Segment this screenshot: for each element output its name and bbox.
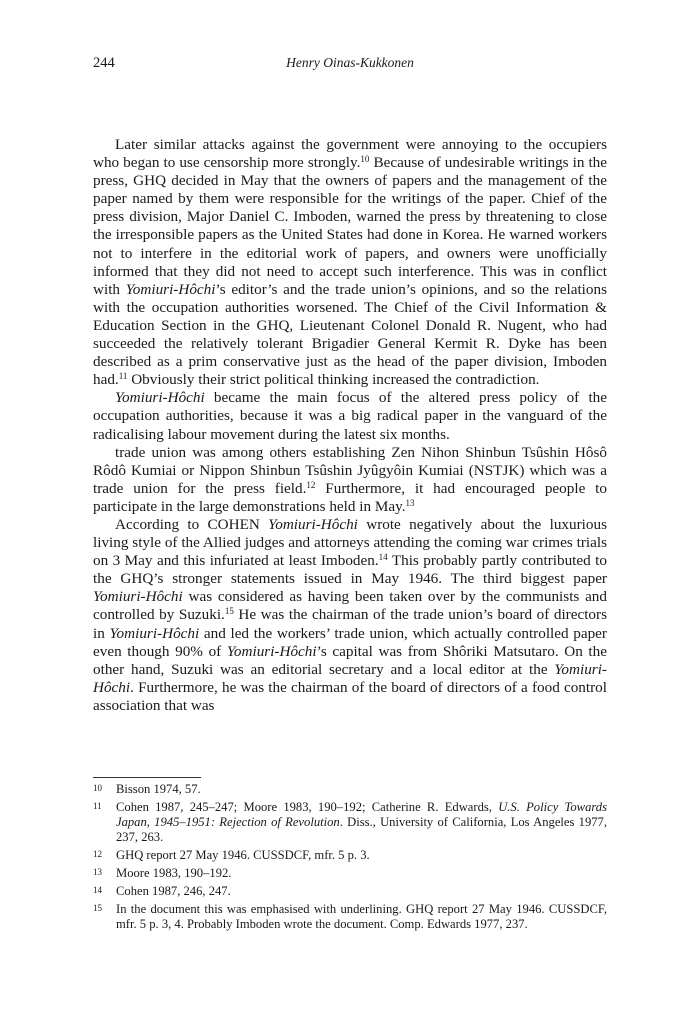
footnote-ref-14[interactable]: 14 — [378, 552, 388, 563]
footnote-text: Bisson 1974, 57. — [116, 782, 201, 796]
footnote-number: 10 — [93, 783, 102, 793]
footnote-ref-12[interactable]: 12 — [306, 479, 316, 490]
footnote-text: GHQ report 27 May 1946. CUSSDCF, mfr. 5 p. 3. — [116, 848, 370, 863]
footnote-ref-10[interactable]: 10 — [360, 154, 370, 165]
paragraph-2: Yomiuri-Hôchi became the main focus of the altered press policy of the occupation authorities, because it was a big radical paper in the vanguard of the radicalising labour movement during the latest six months. — [93, 389, 607, 443]
footnote-text: Moore 1983, 190–192. — [116, 866, 232, 881]
footnote-15 — [93, 902, 607, 933]
footnote-ref-11[interactable]: 11 — [118, 371, 128, 382]
running-head: Henry Oinas-Kukkonen — [286, 55, 414, 70]
paragraph-4: According to COHEN Yomiuri-Hôchi wrote negatively about the luxurious living style of the Allied judges and attorneys attending the coming war crimes trials on 3 May and this infuriated at least Imboden.$^{14}$ This probably partly contributed to the GHQ’s stronger statements issued in May 1946. The third biggest paper Yomiuri-Hôchi was considered as having been taken over by the communists and controlled by Suzuki.$^{15}$ He was the chairman of the trade union’s board of directors in Yomiuri-Hôchi and led the workers’ trade union, which actually controlled paper even though 90% of Yomiuri-Hôchi’s capital was from Shôriki Matsutaro. On the other hand, Suzuki was an editorial secretary and a local editor at the Yomiuri-Hôchi. Furthermore, he was the chairman of the board of directors of a food control association that was — [93, 515, 607, 714]
footnote-number: 11 — [93, 800, 102, 811]
footnote-10 — [93, 782, 607, 797]
footnote-11 — [93, 800, 607, 846]
page-header — [93, 55, 607, 75]
body-text — [93, 136, 607, 715]
footnotes — [93, 782, 607, 935]
paragraph-1: Later similar attacks against the government were annoying to the occupiers who began to use censorship more strongly.$^{10}$ Because of undesirable writings in the press, GHQ decided in May that the owners of papers and the management of the paper named by them were responsible for the writings of the paper. Chief of the press division, Major Daniel C. Imboden, warned the press by threatening to close the irresponsible papers as the United States had done in Korea. He warned workers not to interfere in the editorial work of papers, and owners were unofficially informed that they did not need to accept such interference. This was in conflict with Yomiuri-Hôchi’s editor’s and the trade union’s opinions, and so the relations with the occupation authorities worsened. The Chief of the Civil Information & Education Section in the GHQ, Lieutenant Colonel Donald R. Nugent, who had succeeded the relatively tolerant Brigadier General Kermit R. Dyke has been described as a prim conservative just as the head of the paper division, Imboden had.$^{11}$ Obviously their strict political thinking increased the contradiction. — [93, 136, 608, 389]
page-number: 244 — [93, 55, 115, 71]
footnote-text: In the document this was emphasised with underlining. GHQ report 27 May 1946. CUSSDCF, mfr. 5 p. 3, 4. Probably Imboden wrote the document. Comp. Edwards 1977, 237. — [116, 902, 607, 932]
footnote-divider — [93, 777, 201, 778]
footnote-text: Cohen 1987, 246, 247. — [116, 884, 231, 899]
footnote-12 — [93, 848, 607, 863]
footnote-text: Cohen 1987, 245–247; Moore 1983, 190–192; Catherine R. Edwards, U.S. Policy Towards Japan, 1945–1951: Rejection of Revolution. Diss., University of California, Los Angeles 1977, 237, 263. — [116, 799, 607, 845]
footnote-number: 13 — [93, 867, 102, 878]
footnote-14 — [93, 884, 607, 899]
footnote-number: 14 — [93, 885, 102, 896]
footnote-ref-15[interactable]: 15 — [224, 606, 234, 617]
footnote-ref-13[interactable]: 13 — [405, 497, 415, 508]
footnote-13 — [93, 866, 607, 881]
paragraph-3: trade union was among others establishing Zen Nihon Shinbun Tsûshin Hôsô Rôdô Kumiai or Nippon Shinbun Tsûshin Jyûgyôin Kumiai (NSTJK) which was a trade union for the press field.$^{12}$ Furthermore, it had encouraged people to participate in the large demonstrations held in May.$^{13}$ — [93, 443, 607, 515]
footnote-number: 12 — [93, 849, 102, 860]
footnote-number: 15 — [93, 903, 102, 914]
